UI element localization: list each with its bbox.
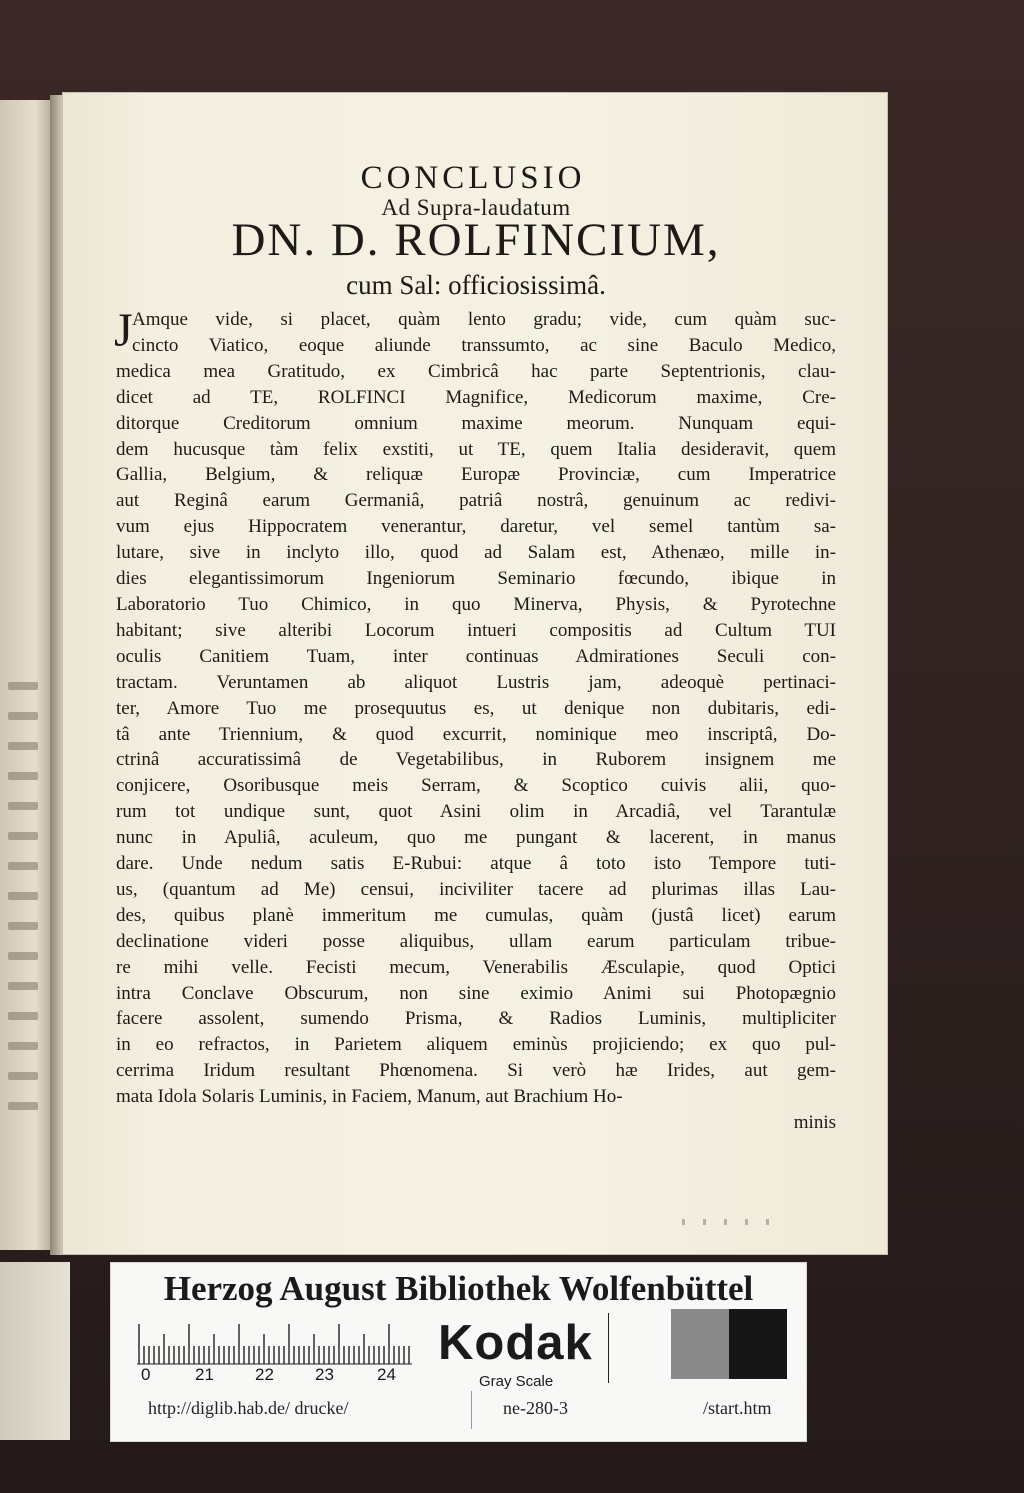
text-line: aut Reginâ earum Germaniâ, patriâ nostrâ, genuinum ac redivi- <box>116 490 836 512</box>
text-line: vum ejus Hippocratem venerantur, daretur, vel semel tantùm sa- <box>116 516 836 538</box>
text-line: intra Conclave Obscurum, non sine eximio Animi sui Photopægnio <box>116 982 836 1004</box>
url-base: http://diglib.hab.de/ drucke/ <box>148 1398 349 1418</box>
text-line: cincto Viatico, eoque aliunde transsumto, ac sine Baculo Medico, <box>132 334 836 356</box>
url-suffix: /start.htm <box>703 1398 772 1418</box>
salutation-line: cum Sal: officiosissimâ. <box>346 270 606 300</box>
text-line: dicet ad TE, ROLFINCI Magnifice, Medicorum maxime, Cre- <box>116 386 836 408</box>
drop-cap: J <box>114 304 133 357</box>
text-line: nunc in Apuliâ, aculeum, quo me pungant & lacerent, in manus <box>116 827 836 849</box>
faint-bleed-marks <box>682 1212 832 1218</box>
text-line: cerrima Iridum resultant Phœnomena. Si verò hæ Irides, aut gem- <box>116 1060 836 1082</box>
ruler-number: 0 <box>141 1365 151 1384</box>
ruler-numbers <box>137 1365 427 1385</box>
addressee-name: DN. D. ROLFINCIUM, <box>231 214 721 266</box>
library-title: Herzog August Bibliothek Wolfenbüttel <box>163 1269 754 1308</box>
page-heading: CONCLUSIO <box>360 160 586 196</box>
text-line: tractam. Veruntamen ab aliquot Lustris jam, adeoquè pertinaci- <box>116 671 836 693</box>
text-line: ter, Amore Tuo me prosequutus es, ut denique non dubitaris, edi- <box>116 697 836 719</box>
text-line: J Amque vide, si placet, quàm lento gradu; vide, cum quàm suc- <box>114 304 836 357</box>
text-line: ditorque Creditorum omnium maxime meorum. Nunquam equi- <box>116 412 836 434</box>
text-line: tâ ante Triennium, & quod excurrit, nominique meo inscriptâ, Do- <box>116 723 836 745</box>
gray-swatch-dark <box>729 1309 787 1379</box>
adjacent-page-text-fragments <box>2 660 42 1220</box>
text-line: lutare, sive in inclyto illo, quod ad Salam est, Athenæo, mille in- <box>116 542 836 564</box>
kodak-logo: Kodak <box>438 1316 593 1370</box>
text-line: des, quibus planè immeritum me cumulas, quàm (justâ licet) earum <box>116 904 836 926</box>
text-line: rum tot undique sunt, quot Asini olim in Arcadiâ, vel Tarantulæ <box>116 801 836 823</box>
divider <box>608 1313 609 1383</box>
divider <box>471 1391 472 1429</box>
catchword: minis <box>793 1112 836 1134</box>
text-line: facere assolent, sumendo Prisma, & Radios Luminis, multipliciter <box>116 1008 836 1030</box>
text-line: us, (quantum ad Me) censui, inciviliter tacere ad plurimas illas Lau- <box>116 878 836 900</box>
color-target-edge <box>0 1262 70 1440</box>
ruler-number: 24 <box>377 1365 396 1384</box>
body-text <box>114 304 836 1110</box>
ruler-number: 21 <box>195 1365 214 1384</box>
adjacent-page-edge <box>0 100 50 1250</box>
gray-swatch-mid <box>671 1309 729 1379</box>
shelfmark: ne-280-3 <box>503 1398 568 1418</box>
text-line: in eo refractos, in Parietem aliquem eminùs projiciendo; ex quo pul- <box>116 1034 836 1056</box>
text-line: mata Idola Solaris Luminis, in Faciem, Manum, aut Brachium Ho- <box>116 1086 623 1108</box>
document-page <box>62 92 888 1255</box>
text-line: dem hucusque tàm felix exstiti, ut TE, quem Italia desideravit, quem <box>116 438 836 460</box>
gray-scale-label: Gray Scale <box>479 1373 554 1390</box>
text-line: dare. Unde nedum satis E-Rubui: atque â toto isto Tempore tuti- <box>116 853 836 875</box>
text-line: declinatione videri posse aliquibus, ullam earum particulam tribue- <box>116 930 836 952</box>
text-line: habitant; sive alteribi Locorum intueri compositis ad Cultum TUI <box>116 619 836 641</box>
text-line: dies elegantissimorum Ingeniorum Seminario fœcundo, ibique in <box>116 568 836 590</box>
text-line: Laboratorio Tuo Chimico, in quo Minerva, Physis, & Pyrotechne <box>116 593 836 615</box>
library-target-card <box>110 1262 807 1442</box>
text-line: re mihi velle. Fecisti mecum, Venerabilis Æsculapie, quod Optici <box>116 956 836 978</box>
text-line: Gallia, Belgium, & reliquæ Europæ Provinciæ, cum Imperatrice <box>116 464 836 486</box>
text-line: ctrinâ accuratissimâ de Vegetabilibus, in Ruborem insignem me <box>116 749 836 771</box>
text-line: medica mea Gratitudo, ex Cimbricâ hac parte Septentrionis, clau- <box>116 360 836 382</box>
ruler-number: 22 <box>255 1365 274 1384</box>
ruler-scale <box>137 1323 412 1365</box>
page-text <box>116 160 836 1134</box>
text-line: conjicere, Osoribusque meis Serram, & Scoptico cuivis alii, quo- <box>116 775 836 797</box>
text-line: oculis Canitiem Tuam, inter continuas Admirationes Seculi con- <box>116 645 836 667</box>
page-subheading: Ad Supra-laudatum <box>381 195 571 220</box>
ruler-number: 23 <box>315 1365 334 1384</box>
